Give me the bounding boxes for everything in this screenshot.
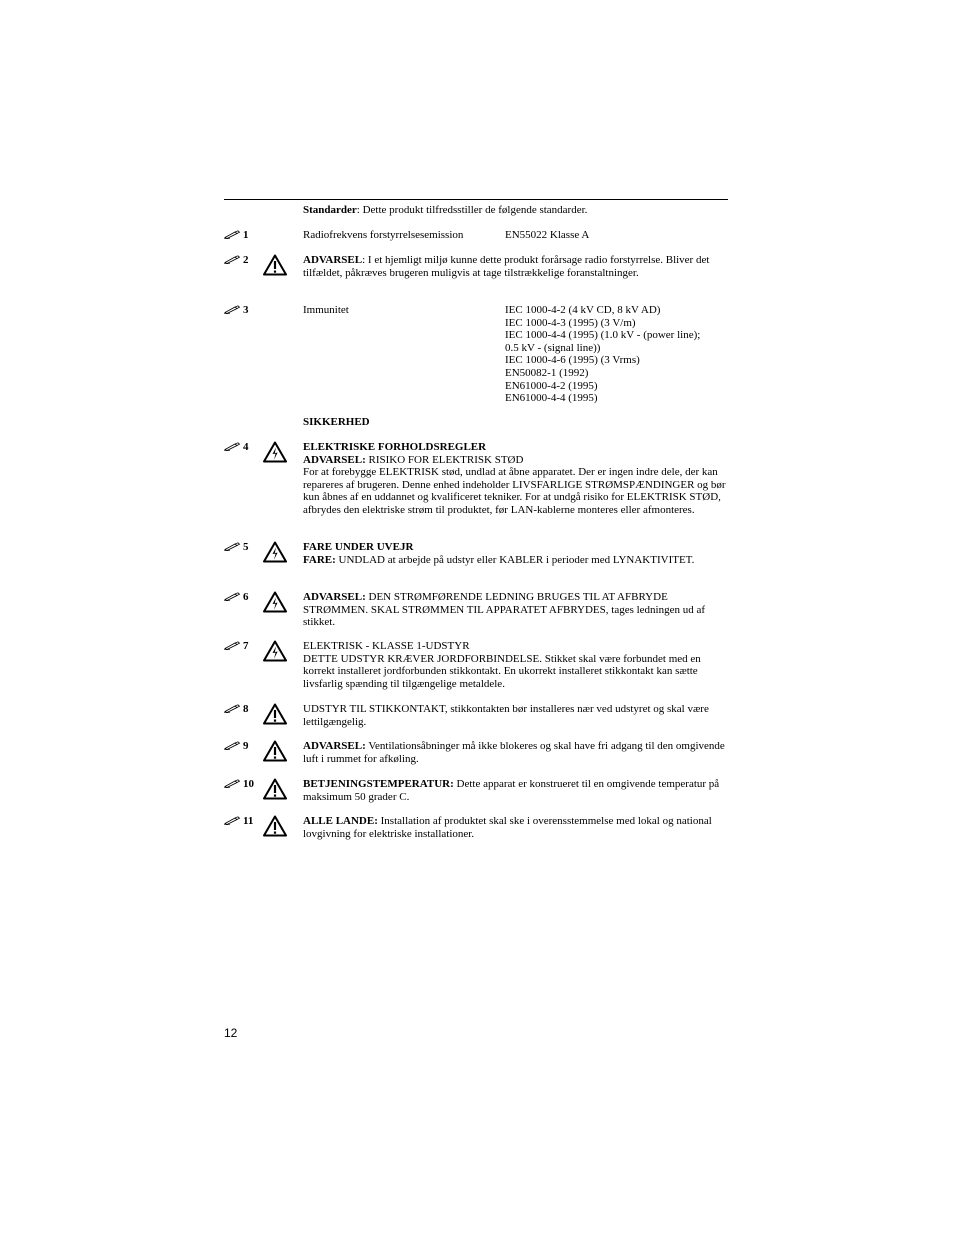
item-text: UNDLAD at arbejde på udstyr eller KABLER i perioder med LYNAKTIVITET.: [335, 553, 695, 566]
item-marker: [224, 304, 249, 317]
immunity-value: EN61000-4-2 (1995): [505, 379, 598, 392]
item-number: 9: [243, 740, 249, 752]
item-marker: [224, 778, 254, 791]
immunity-value: IEC 1000-4-2 (4 kV CD, 8 kV AD): [505, 304, 661, 316]
item-text: DETTE UDSTYR KRÆVER JORDFORBINDELSE. Stikket skal være forbundet med en korrekt installeret jordforbunden stikkontakt. En ukorrekt installeret stikkontakt kan sætte livsfarlig spænding til tilgængelige metaldele.: [303, 652, 701, 690]
warning-icon: [263, 703, 287, 725]
pen-pointer-icon: [224, 704, 241, 713]
item-title: ELEKTRISKE FORHOLDSREGLER: [303, 441, 487, 453]
item-label: Radiofrekvens forstyrrelsesemission: [303, 229, 464, 241]
item-marker: [224, 640, 249, 653]
immunity-value: EN61000-4-4 (1995): [505, 392, 598, 405]
item-marker: [224, 441, 249, 454]
item-marker: [224, 229, 249, 242]
item-value: EN55022 Klasse A: [505, 229, 590, 241]
electric-shock-icon: [263, 441, 287, 463]
item-text: Installation af produktet skal ske i overensstemmelse med lokal og national lovgivning for elektriske installationer.: [303, 815, 712, 840]
item-bold: ALLE LANDE:: [303, 815, 378, 827]
item-text: DEN STRØMFØRENDE LEDNING BRUGES TIL AT AFBRYDE STRØMMEN. SKAL STRØMMEN TIL APPARATET AFBRYDES, tages ledningen ud af stikket.: [303, 591, 706, 629]
item-number: 6: [243, 591, 249, 603]
item-number: 8: [243, 703, 249, 715]
standards-label: Standarder: [303, 204, 357, 216]
pen-pointer-icon: [224, 305, 241, 314]
item-text: Dette apparat er konstrueret til en omgivende temperatur på maksimum 50 grader C.: [303, 778, 720, 803]
immunity-value: EN50082-1 (1992): [505, 366, 589, 379]
item-number: 4: [243, 441, 249, 453]
item-number: 3: [243, 304, 249, 316]
pen-pointer-icon: [224, 779, 241, 788]
immunity-value: IEC 1000-4-3 (1995) (3 V/m): [505, 316, 636, 329]
pen-pointer-icon: [224, 255, 241, 264]
item-number: 11: [243, 815, 254, 827]
warning-icon: [263, 740, 287, 762]
warning-icon: [263, 254, 287, 276]
item-text: Ventilationsåbninger må ikke blokeres og skal have fri adgang til den omgivende luft i rummet for afkøling.: [303, 740, 725, 765]
item-title: FARE UNDER UVEJR: [303, 541, 414, 553]
item-text: : I et hjemligt miljø kunne dette produkt forårsage radio forstyrrelse. Bliver det tilfældet, påkræves brugeren muligvis at tage tilstrækkelige foranstaltninger.: [303, 254, 710, 279]
item-bold: FARE:: [303, 553, 336, 566]
item-label: Immunitet: [303, 304, 349, 316]
item-text: UDSTYR TIL STIKKONTAKT, stikkontakten bør installeres nær ved udstyret og skal være lettilgængelig.: [303, 703, 709, 728]
electric-shock-icon: [263, 541, 287, 563]
safety-heading: SIKKERHED: [303, 416, 370, 428]
immunity-values: [505, 304, 735, 405]
item-number: 10: [243, 778, 254, 790]
item-marker: [224, 541, 249, 554]
immunity-value: IEC 1000-4-4 (1995) (1.0 kV - (power line);: [505, 329, 701, 342]
electric-shock-icon: [263, 591, 287, 613]
item-bold: BETJENINGSTEMPERATUR:: [303, 778, 454, 790]
item-number: 5: [243, 541, 249, 553]
pen-pointer-icon: [224, 230, 241, 239]
item-marker: [224, 815, 253, 828]
top-rule: [224, 199, 728, 200]
item-marker: [224, 591, 249, 604]
item-bold: ADVARSEL: [303, 254, 363, 266]
standards-text: : Dette produkt tilfredsstiller de følgende standarder.: [356, 204, 588, 216]
immunity-value: 0.5 kV - (signal line)): [505, 341, 601, 354]
pen-pointer-icon: [224, 442, 241, 451]
item-title: ELEKTRISK - KLASSE 1-UDSTYR: [303, 640, 470, 652]
item-bold: ADVARSEL:: [303, 591, 366, 603]
immunity-value: IEC 1000-4-6 (1995) (3 Vrms): [505, 354, 640, 367]
item-number: 1: [243, 229, 249, 241]
pen-pointer-icon: [224, 542, 241, 551]
item-marker: [224, 703, 249, 716]
pen-pointer-icon: [224, 741, 241, 750]
item-marker: [224, 254, 249, 267]
pen-pointer-icon: [224, 641, 241, 650]
item-marker: [224, 740, 249, 753]
item-number: 7: [243, 640, 249, 652]
warning-icon: [263, 815, 287, 837]
warning-icon: [263, 778, 287, 800]
electric-shock-icon: [263, 640, 287, 662]
item-bold: ADVARSEL:: [303, 453, 366, 466]
item-number: 2: [243, 254, 249, 266]
pen-pointer-icon: [224, 816, 241, 825]
page-number: 12: [224, 1026, 238, 1040]
item-text: RISIKO FOR ELEKTRISK STØD: [365, 453, 524, 466]
item-body: For at forebygge ELEKTRISK stød, undlad at åbne apparatet. Der er ingen indre dele, der kan repareres af brugeren. Denne enhed indeholder LIVSFARLIGE STRØMSPÆNDINGER og bør kun åbnes af en uddannet og kvalificeret tekniker. For at undgå risiko for ELEKTRISK STØD, afbrydes den elektriske strøm til produktet, før LAN-kablerne monteres eller afmonteres.: [303, 466, 726, 516]
pen-pointer-icon: [224, 592, 241, 601]
item-bold: ADVARSEL:: [303, 740, 366, 752]
